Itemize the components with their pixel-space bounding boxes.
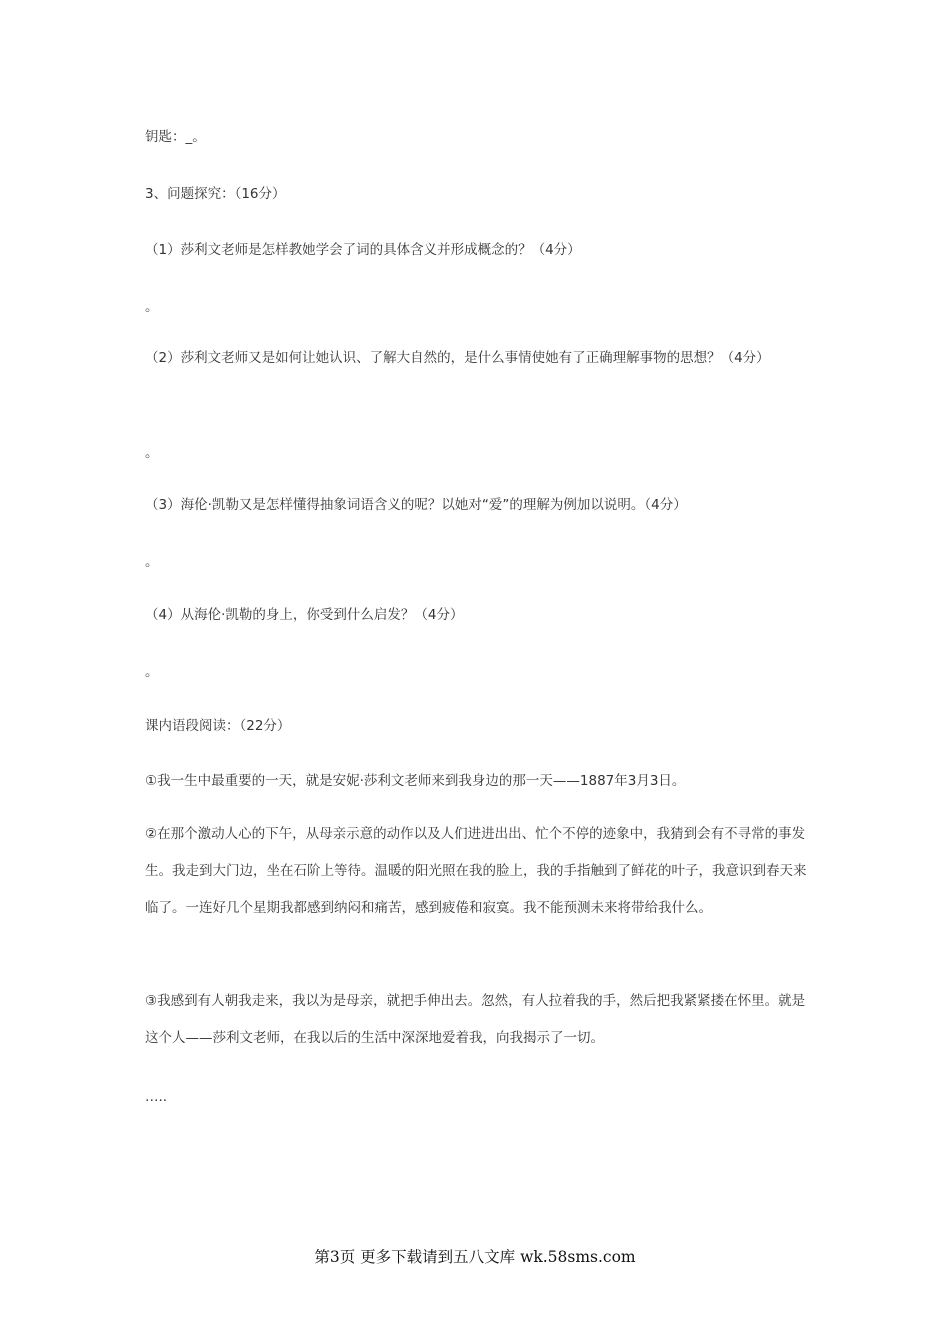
q3-1-question: （1）莎利文老师是怎样教她学会了词的具体含义并形成概念的？（4分） [145,242,581,258]
q3-2-question: （2）莎利文老师又是如何让她认识、了解大自然的，是什么事情使她有了正确理解事物的思想？（4分） [145,350,770,366]
page-footer: 第3页 更多下载请到五八文库 wk.58sms.com [314,1248,636,1266]
q3-3-question: （3）海伦·凯勒又是怎样懂得抽象词语含义的呢？以她对“爱”的理解为例加以说明。（4分） [145,497,687,513]
q3-3-answer: 。 [145,554,159,570]
reading-paragraph-3: ③我感到有人朝我走来，我以为是母亲，就把手伸出去。忽然，有人拉着我的手，然后把我紧紧搂在怀里。就是这个人——莎利文老师，在我以后的生活中深深地爱着我，向我揭示了一切。 [145,993,806,1046]
reading-paragraph-1: ①我一生中最重要的一天，就是安妮·莎利文老师来到我身边的那一天——1887年3月3日。 [145,773,686,789]
reading-paragraph-2: ②在那个激动人心的下午，从母亲示意的动作以及人们进进出出、忙个不停的迹象中，我猜到会有不寻常的事发生。我走到大门边，坐在石阶上等待。温暖的阳光照在我的脸上，我的手指触到了鲜花的叶子，我意识到春天来临了。一连好几个星期我都感到纳闷和痛苦，感到疲倦和寂寞。我不能预测未来将带给我什么。 [145,826,807,916]
q3-4-question: （4）从海伦·凯勒的身上，你受到什么启发？（4分） [145,607,464,623]
key-line: 钥匙：_。 [145,129,206,145]
q3-heading: 3、问题探究：（16分） [145,186,286,202]
ellipsis: ….. [145,1089,168,1105]
q3-2-answer: 。 [145,445,159,461]
q3-4-answer: 。 [145,664,159,680]
q3-1-answer: 。 [145,299,159,315]
reading-heading: 课内语段阅读：（22分） [145,718,291,734]
